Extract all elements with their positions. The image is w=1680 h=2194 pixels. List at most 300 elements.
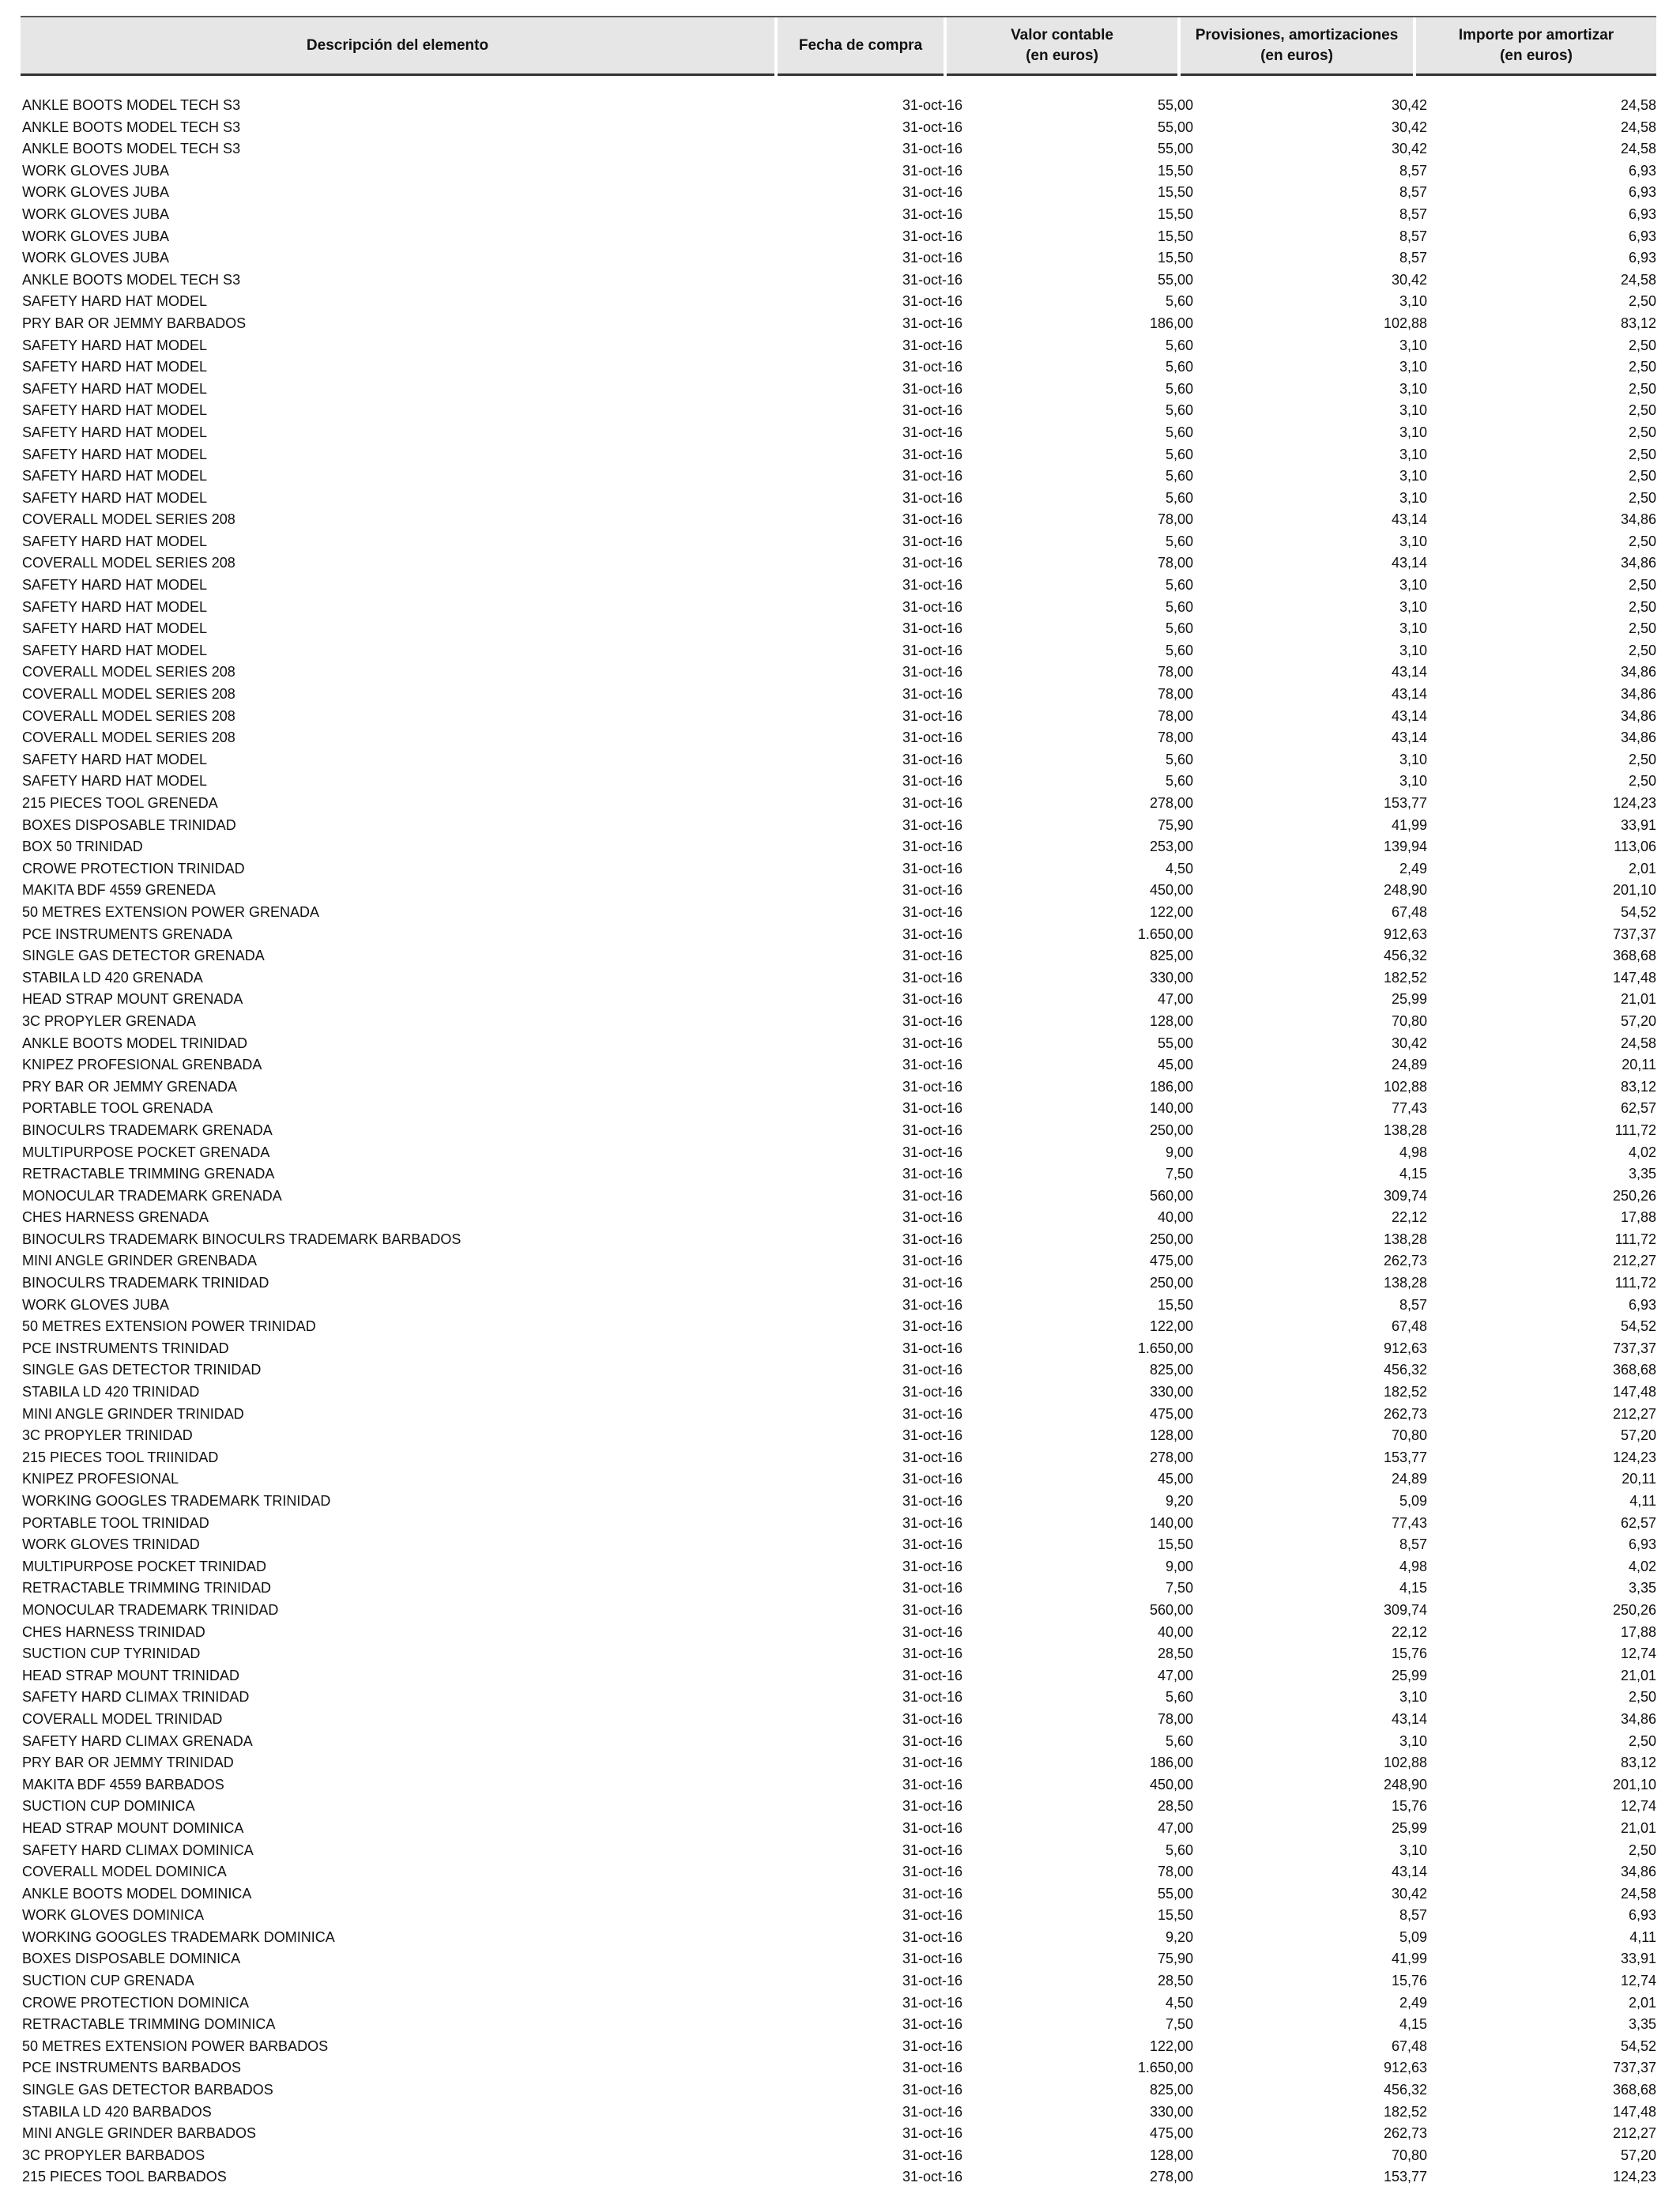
cell-pending-amount: 2,50 bbox=[1628, 577, 1656, 594]
cell-provisions: 30,42 bbox=[1391, 271, 1427, 288]
cell-purchase-date: 31-oct-16 bbox=[902, 751, 962, 767]
cell-description: ANKLE BOOTS MODEL TECH S3 bbox=[22, 119, 241, 135]
cell-provisions: 456,32 bbox=[1383, 948, 1427, 964]
cell-book-value: 78,00 bbox=[1157, 1864, 1193, 1880]
cell-purchase-date: 31-oct-16 bbox=[902, 1078, 962, 1095]
table-row bbox=[21, 1491, 1656, 1513]
cell-book-value: 5,60 bbox=[1165, 773, 1193, 790]
cell-book-value: 825,00 bbox=[1149, 1362, 1193, 1378]
cell-pending-amount: 24,58 bbox=[1620, 271, 1656, 288]
cell-description: MULTIPURPOSE POCKET GRENADA bbox=[22, 1144, 270, 1160]
cell-provisions: 8,57 bbox=[1399, 1296, 1427, 1313]
table-row bbox=[21, 1818, 1656, 1840]
cell-pending-amount: 24,58 bbox=[1620, 141, 1656, 157]
cell-purchase-date: 31-oct-16 bbox=[902, 1994, 962, 2011]
cell-description: ANKLE BOOTS MODEL TRINIDAD bbox=[22, 1035, 248, 1051]
cell-provisions: 25,99 bbox=[1391, 991, 1427, 1008]
cell-purchase-date: 31-oct-16 bbox=[902, 1689, 962, 1706]
cell-provisions: 30,42 bbox=[1391, 1035, 1427, 1051]
cell-purchase-date: 31-oct-16 bbox=[902, 511, 962, 528]
cell-book-value: 330,00 bbox=[1149, 969, 1193, 986]
cell-book-value: 45,00 bbox=[1157, 1057, 1193, 1073]
cell-provisions: 138,28 bbox=[1383, 1122, 1427, 1138]
cell-pending-amount: 212,27 bbox=[1612, 1405, 1656, 1422]
cell-book-value: 75,90 bbox=[1157, 1951, 1193, 1967]
cell-description: SAFETY HARD HAT MODEL bbox=[22, 446, 208, 462]
table-row bbox=[21, 618, 1656, 640]
cell-pending-amount: 54,52 bbox=[1620, 903, 1656, 920]
cell-book-value: 128,00 bbox=[1149, 1012, 1193, 1029]
cell-book-value: 47,00 bbox=[1157, 991, 1193, 1008]
table-row bbox=[21, 1622, 1656, 1644]
table-row bbox=[21, 247, 1656, 270]
cell-purchase-date: 31-oct-16 bbox=[902, 903, 962, 920]
cell-purchase-date: 31-oct-16 bbox=[902, 2147, 962, 2163]
cell-description: STABILA LD 420 GRENADA bbox=[22, 969, 203, 986]
cell-purchase-date: 31-oct-16 bbox=[902, 1928, 962, 1945]
cell-book-value: 4,50 bbox=[1165, 1994, 1193, 2011]
cell-purchase-date: 31-oct-16 bbox=[902, 315, 962, 331]
cell-description: SUCTION CUP GRENADA bbox=[22, 1973, 194, 1989]
cell-description: SAFETY HARD CLIMAX TRINIDAD bbox=[22, 1689, 250, 1706]
cell-book-value: 15,50 bbox=[1157, 228, 1193, 244]
cell-purchase-date: 31-oct-16 bbox=[902, 2038, 962, 2054]
cell-pending-amount: 4,11 bbox=[1629, 1928, 1656, 1945]
cell-purchase-date: 31-oct-16 bbox=[902, 729, 962, 746]
cell-description: CHES HARNESS TRINIDAD bbox=[22, 1623, 205, 1640]
cell-description: WORK GLOVES JUBA bbox=[22, 1296, 170, 1313]
table-row bbox=[21, 858, 1656, 880]
cell-description: BINOCULRS TRADEMARK GRENADA bbox=[22, 1122, 273, 1138]
cell-description: MONOCULAR TRADEMARK TRINIDAD bbox=[22, 1601, 279, 1618]
table-row bbox=[21, 270, 1656, 292]
table-row bbox=[21, 1120, 1656, 1142]
cell-description: COVERALL MODEL DOMINICA bbox=[22, 1864, 227, 1880]
cell-provisions: 3,10 bbox=[1399, 773, 1427, 790]
cell-pending-amount: 34,86 bbox=[1620, 686, 1656, 703]
cell-description: KNIPEZ PROFESIONAL bbox=[22, 1471, 179, 1487]
cell-book-value: 5,60 bbox=[1165, 402, 1193, 419]
cell-purchase-date: 31-oct-16 bbox=[902, 577, 962, 594]
cell-book-value: 9,00 bbox=[1165, 1144, 1193, 1160]
cell-book-value: 15,50 bbox=[1157, 250, 1193, 266]
cell-book-value: 78,00 bbox=[1157, 707, 1193, 724]
cell-provisions: 8,57 bbox=[1399, 205, 1427, 222]
table-row bbox=[21, 1927, 1656, 1949]
cell-book-value: 250,00 bbox=[1149, 1231, 1193, 1247]
table-row bbox=[21, 1163, 1656, 1186]
cell-description: SUCTION CUP DOMINICA bbox=[22, 1798, 195, 1815]
cell-book-value: 475,00 bbox=[1149, 1253, 1193, 1269]
cell-description: BOXES DISPOSABLE DOMINICA bbox=[22, 1951, 241, 1967]
cell-description: WORKING GOOGLES TRADEMARK TRINIDAD bbox=[22, 1493, 331, 1509]
cell-description: COVERALL MODEL SERIES 208 bbox=[22, 511, 235, 528]
cell-provisions: 248,90 bbox=[1383, 882, 1427, 899]
cell-purchase-date: 31-oct-16 bbox=[902, 1187, 962, 1204]
cell-description: SAFETY HARD CLIMAX DOMINICA bbox=[22, 1842, 254, 1858]
cell-provisions: 3,10 bbox=[1399, 293, 1427, 310]
cell-book-value: 122,00 bbox=[1149, 1318, 1193, 1335]
table-row bbox=[21, 509, 1656, 531]
table-row bbox=[21, 706, 1656, 728]
table-row bbox=[21, 1098, 1656, 1120]
cell-book-value: 5,60 bbox=[1165, 380, 1193, 397]
table-row bbox=[21, 160, 1656, 183]
cell-pending-amount: 737,37 bbox=[1612, 2060, 1656, 2076]
cell-provisions: 70,80 bbox=[1391, 1427, 1427, 1444]
cell-pending-amount: 111,72 bbox=[1614, 1275, 1656, 1291]
table-row bbox=[21, 444, 1656, 466]
table-row bbox=[21, 1359, 1656, 1382]
cell-description: WORK GLOVES JUBA bbox=[22, 250, 170, 266]
cell-purchase-date: 31-oct-16 bbox=[902, 1558, 962, 1574]
cell-provisions: 3,10 bbox=[1399, 359, 1427, 375]
cell-description: PORTABLE TOOL TRINIDAD bbox=[22, 1514, 209, 1531]
cell-purchase-date: 31-oct-16 bbox=[902, 1907, 962, 1924]
cell-purchase-date: 31-oct-16 bbox=[902, 1427, 962, 1444]
table-row bbox=[21, 95, 1656, 117]
cell-book-value: 5,60 bbox=[1165, 489, 1193, 506]
cell-purchase-date: 31-oct-16 bbox=[902, 839, 962, 855]
cell-purchase-date: 31-oct-16 bbox=[902, 1842, 962, 1858]
cell-book-value: 5,60 bbox=[1165, 1732, 1193, 1749]
table-row bbox=[21, 793, 1656, 815]
cell-book-value: 5,60 bbox=[1165, 533, 1193, 549]
cell-provisions: 5,09 bbox=[1399, 1493, 1427, 1509]
cell-provisions: 3,10 bbox=[1399, 1689, 1427, 1706]
table-row bbox=[21, 356, 1656, 379]
cell-pending-amount: 4,11 bbox=[1629, 1493, 1656, 1509]
cell-book-value: 7,50 bbox=[1165, 1580, 1193, 1596]
table-row bbox=[21, 2014, 1656, 2036]
cell-pending-amount: 201,10 bbox=[1612, 882, 1656, 899]
cell-pending-amount: 2,50 bbox=[1628, 489, 1656, 506]
table-row bbox=[21, 1404, 1656, 1426]
cell-description: SAFETY HARD HAT MODEL bbox=[22, 577, 208, 594]
cell-pending-amount: 62,57 bbox=[1620, 1100, 1656, 1117]
cell-pending-amount: 17,88 bbox=[1620, 1209, 1656, 1226]
cell-description: MINI ANGLE GRINDER BARBADOS bbox=[22, 2125, 257, 2142]
cell-purchase-date: 31-oct-16 bbox=[902, 1296, 962, 1313]
cell-pending-amount: 2,50 bbox=[1628, 642, 1656, 658]
table-row bbox=[21, 552, 1656, 575]
cell-purchase-date: 31-oct-16 bbox=[902, 707, 962, 724]
cell-provisions: 43,14 bbox=[1391, 664, 1427, 680]
cell-provisions: 182,52 bbox=[1383, 969, 1427, 986]
table-row bbox=[21, 1643, 1656, 1665]
cell-book-value: 5,60 bbox=[1165, 468, 1193, 484]
cell-book-value: 253,00 bbox=[1149, 839, 1193, 855]
cell-purchase-date: 31-oct-16 bbox=[902, 1646, 962, 1662]
cell-pending-amount: 34,86 bbox=[1620, 729, 1656, 746]
table-row bbox=[21, 1970, 1656, 1992]
cell-provisions: 153,77 bbox=[1383, 2169, 1427, 2185]
cell-provisions: 102,88 bbox=[1383, 315, 1427, 331]
cell-description: SUCTION CUP TYRINIDAD bbox=[22, 1646, 201, 1662]
cell-provisions: 30,42 bbox=[1391, 141, 1427, 157]
table-row bbox=[21, 531, 1656, 553]
cell-purchase-date: 31-oct-16 bbox=[902, 402, 962, 419]
cell-pending-amount: 147,48 bbox=[1612, 969, 1656, 986]
cell-description: ANKLE BOOTS MODEL DOMINICA bbox=[22, 1885, 252, 1902]
cell-pending-amount: 124,23 bbox=[1612, 795, 1656, 811]
cell-purchase-date: 31-oct-16 bbox=[902, 2169, 962, 2185]
cell-description: ANKLE BOOTS MODEL TECH S3 bbox=[22, 97, 241, 113]
cell-book-value: 5,60 bbox=[1165, 642, 1193, 658]
table-row bbox=[21, 1468, 1656, 1491]
table-row bbox=[21, 1948, 1656, 1970]
table-row bbox=[21, 2102, 1656, 2124]
cell-book-value: 1.650,00 bbox=[1137, 2060, 1193, 2076]
cell-pending-amount: 12,74 bbox=[1620, 1973, 1656, 1989]
cell-description: KNIPEZ PROFESIONAL GRENBADA bbox=[22, 1057, 262, 1073]
cell-pending-amount: 83,12 bbox=[1620, 315, 1656, 331]
cell-book-value: 1.650,00 bbox=[1137, 1340, 1193, 1356]
cell-provisions: 912,63 bbox=[1383, 1340, 1427, 1356]
cell-purchase-date: 31-oct-16 bbox=[902, 1973, 962, 1989]
cell-book-value: 450,00 bbox=[1149, 1776, 1193, 1793]
table-row bbox=[21, 1142, 1656, 1164]
cell-description: SAFETY HARD HAT MODEL bbox=[22, 402, 208, 419]
cell-purchase-date: 31-oct-16 bbox=[902, 598, 962, 615]
cell-book-value: 78,00 bbox=[1157, 555, 1193, 571]
cell-book-value: 140,00 bbox=[1149, 1514, 1193, 1531]
cell-pending-amount: 20,11 bbox=[1622, 1057, 1656, 1073]
cell-pending-amount: 2,50 bbox=[1628, 424, 1656, 440]
cell-pending-amount: 250,26 bbox=[1612, 1187, 1656, 1204]
cell-purchase-date: 31-oct-16 bbox=[902, 642, 962, 658]
cell-purchase-date: 31-oct-16 bbox=[902, 533, 962, 549]
table-row bbox=[21, 727, 1656, 749]
table-row bbox=[21, 1076, 1656, 1099]
cell-book-value: 560,00 bbox=[1149, 1187, 1193, 1204]
cell-purchase-date: 31-oct-16 bbox=[902, 1384, 962, 1400]
cell-book-value: 45,00 bbox=[1157, 1471, 1193, 1487]
cell-pending-amount: 368,68 bbox=[1612, 2082, 1656, 2098]
cell-description: CHES HARNESS GRENADA bbox=[22, 1209, 209, 1226]
table-row bbox=[21, 138, 1656, 160]
cell-purchase-date: 31-oct-16 bbox=[902, 1318, 962, 1335]
cell-provisions: 67,48 bbox=[1391, 1318, 1427, 1335]
cell-purchase-date: 31-oct-16 bbox=[902, 141, 962, 157]
cell-pending-amount: 21,01 bbox=[1620, 1819, 1656, 1836]
cell-provisions: 262,73 bbox=[1383, 2125, 1427, 2142]
cell-pending-amount: 6,93 bbox=[1628, 162, 1656, 179]
cell-pending-amount: 250,26 bbox=[1612, 1601, 1656, 1618]
cell-provisions: 43,14 bbox=[1391, 511, 1427, 528]
cell-provisions: 8,57 bbox=[1399, 228, 1427, 244]
table-row bbox=[21, 1796, 1656, 1818]
table-row bbox=[21, 1186, 1656, 1208]
cell-pending-amount: 6,93 bbox=[1628, 184, 1656, 201]
cell-provisions: 102,88 bbox=[1383, 1755, 1427, 1771]
cell-provisions: 3,10 bbox=[1399, 642, 1427, 658]
cell-book-value: 560,00 bbox=[1149, 1601, 1193, 1618]
cell-book-value: 9,20 bbox=[1165, 1493, 1193, 1509]
cell-purchase-date: 31-oct-16 bbox=[902, 1710, 962, 1727]
cell-pending-amount: 6,93 bbox=[1628, 1296, 1656, 1313]
cell-book-value: 5,60 bbox=[1165, 1842, 1193, 1858]
table-row bbox=[21, 313, 1656, 335]
cell-description: PCE INSTRUMENTS BARBADOS bbox=[22, 2060, 242, 2076]
table-row bbox=[21, 2057, 1656, 2079]
cell-book-value: 15,50 bbox=[1157, 1907, 1193, 1924]
cell-description: 3C PROPYLER GRENADA bbox=[22, 1012, 197, 1029]
table-row bbox=[21, 2036, 1656, 2058]
cell-purchase-date: 31-oct-16 bbox=[902, 1601, 962, 1618]
cell-book-value: 140,00 bbox=[1149, 1100, 1193, 1117]
cell-provisions: 24,89 bbox=[1391, 1471, 1427, 1487]
cell-purchase-date: 31-oct-16 bbox=[902, 1405, 962, 1422]
cell-provisions: 5,09 bbox=[1399, 1928, 1427, 1945]
cell-pending-amount: 111,72 bbox=[1614, 1122, 1656, 1138]
table-row bbox=[21, 880, 1656, 902]
table-row bbox=[21, 466, 1656, 488]
cell-book-value: 128,00 bbox=[1149, 2147, 1193, 2163]
cell-provisions: 4,15 bbox=[1399, 1166, 1427, 1182]
cell-purchase-date: 31-oct-16 bbox=[902, 359, 962, 375]
cell-purchase-date: 31-oct-16 bbox=[902, 1798, 962, 1815]
cell-purchase-date: 31-oct-16 bbox=[902, 2016, 962, 2033]
table-row bbox=[21, 1338, 1656, 1360]
table-row bbox=[21, 1774, 1656, 1796]
cell-provisions: 102,88 bbox=[1383, 1078, 1427, 1095]
cell-book-value: 475,00 bbox=[1149, 1405, 1193, 1422]
table-row bbox=[21, 1447, 1656, 1469]
cell-purchase-date: 31-oct-16 bbox=[902, 1885, 962, 1902]
cell-pending-amount: 212,27 bbox=[1612, 2125, 1656, 2142]
cell-book-value: 15,50 bbox=[1157, 162, 1193, 179]
cell-book-value: 122,00 bbox=[1149, 903, 1193, 920]
cell-purchase-date: 31-oct-16 bbox=[902, 1667, 962, 1683]
cell-book-value: 15,50 bbox=[1157, 205, 1193, 222]
cell-pending-amount: 2,01 bbox=[1628, 860, 1656, 876]
cell-book-value: 330,00 bbox=[1149, 2103, 1193, 2120]
cell-purchase-date: 31-oct-16 bbox=[902, 205, 962, 222]
cell-pending-amount: 3,35 bbox=[1628, 1166, 1656, 1182]
table-row bbox=[21, 1229, 1656, 1251]
cell-purchase-date: 31-oct-16 bbox=[902, 1100, 962, 1117]
cell-book-value: 5,60 bbox=[1165, 293, 1193, 310]
cell-pending-amount: 3,35 bbox=[1628, 1580, 1656, 1596]
cell-book-value: 128,00 bbox=[1149, 1427, 1193, 1444]
cell-pending-amount: 83,12 bbox=[1620, 1078, 1656, 1095]
cell-book-value: 5,60 bbox=[1165, 577, 1193, 594]
cell-description: SINGLE GAS DETECTOR GRENADA bbox=[22, 948, 265, 964]
cell-provisions: 3,10 bbox=[1399, 1732, 1427, 1749]
header-book-value: Valor contable (en euros) bbox=[947, 17, 1177, 76]
cell-description: 50 METRES EXTENSION POWER BARBADOS bbox=[22, 2038, 329, 2054]
cell-description: SAFETY HARD HAT MODEL bbox=[22, 489, 208, 506]
cell-pending-amount: 124,23 bbox=[1612, 2169, 1656, 2185]
table-row bbox=[21, 1054, 1656, 1076]
cell-description: RETRACTABLE TRIMMING TRINIDAD bbox=[22, 1580, 272, 1596]
cell-description: PRY BAR OR JEMMY GRENADA bbox=[22, 1078, 238, 1095]
table-row bbox=[21, 989, 1656, 1011]
cell-purchase-date: 31-oct-16 bbox=[902, 948, 962, 964]
cell-purchase-date: 31-oct-16 bbox=[902, 1122, 962, 1138]
cell-description: SAFETY HARD HAT MODEL bbox=[22, 751, 208, 767]
cell-provisions: 262,73 bbox=[1383, 1253, 1427, 1269]
cell-description: WORK GLOVES JUBA bbox=[22, 205, 170, 222]
cell-provisions: 4,98 bbox=[1399, 1558, 1427, 1574]
header-description: Descripción del elemento bbox=[21, 17, 774, 76]
table-row bbox=[21, 2079, 1656, 2102]
cell-purchase-date: 31-oct-16 bbox=[902, 1514, 962, 1531]
cell-description: STABILA LD 420 TRINIDAD bbox=[22, 1384, 200, 1400]
cell-pending-amount: 2,50 bbox=[1628, 446, 1656, 462]
cell-pending-amount: 6,93 bbox=[1628, 228, 1656, 244]
table-row bbox=[21, 2123, 1656, 2145]
table-row bbox=[21, 1905, 1656, 1927]
cell-pending-amount: 21,01 bbox=[1620, 991, 1656, 1008]
cell-description: WORK GLOVES JUBA bbox=[22, 184, 170, 201]
cell-purchase-date: 31-oct-16 bbox=[902, 1755, 962, 1771]
cell-pending-amount: 2,50 bbox=[1628, 1689, 1656, 1706]
table-row bbox=[21, 182, 1656, 204]
cell-purchase-date: 31-oct-16 bbox=[902, 119, 962, 135]
cell-pending-amount: 2,50 bbox=[1628, 402, 1656, 419]
table-row bbox=[21, 662, 1656, 684]
cell-purchase-date: 31-oct-16 bbox=[902, 489, 962, 506]
cell-description: 215 PIECES TOOL TRIINIDAD bbox=[22, 1449, 219, 1465]
cell-purchase-date: 31-oct-16 bbox=[902, 1580, 962, 1596]
cell-pending-amount: 24,58 bbox=[1620, 1885, 1656, 1902]
cell-provisions: 3,10 bbox=[1399, 424, 1427, 440]
cell-description: COVERALL MODEL SERIES 208 bbox=[22, 664, 235, 680]
cell-pending-amount: 54,52 bbox=[1620, 1318, 1656, 1335]
cell-provisions: 3,10 bbox=[1399, 402, 1427, 419]
cell-purchase-date: 31-oct-16 bbox=[902, 1253, 962, 1269]
cell-pending-amount: 57,20 bbox=[1620, 2147, 1656, 2163]
table-row bbox=[21, 684, 1656, 706]
cell-description: PRY BAR OR JEMMY TRINIDAD bbox=[22, 1755, 234, 1771]
cell-description: COVERALL MODEL TRINIDAD bbox=[22, 1710, 223, 1727]
asset-table bbox=[21, 16, 1656, 2188]
cell-description: BINOCULRS TRADEMARK BINOCULRS TRADEMARK BARBADOS bbox=[22, 1231, 461, 1247]
cell-provisions: 43,14 bbox=[1391, 729, 1427, 746]
cell-provisions: 67,48 bbox=[1391, 2038, 1427, 2054]
cell-book-value: 475,00 bbox=[1149, 2125, 1193, 2142]
cell-pending-amount: 12,74 bbox=[1620, 1646, 1656, 1662]
cell-book-value: 9,00 bbox=[1165, 1558, 1193, 1574]
cell-purchase-date: 31-oct-16 bbox=[902, 1732, 962, 1749]
table-row bbox=[21, 945, 1656, 967]
table-row bbox=[21, 1250, 1656, 1272]
cell-provisions: 456,32 bbox=[1383, 1362, 1427, 1378]
cell-description: WORKING GOOGLES TRADEMARK DOMINICA bbox=[22, 1928, 335, 1945]
cell-book-value: 55,00 bbox=[1157, 141, 1193, 157]
cell-purchase-date: 31-oct-16 bbox=[902, 468, 962, 484]
cell-book-value: 250,00 bbox=[1149, 1275, 1193, 1291]
cell-description: 215 PIECES TOOL GRENEDA bbox=[22, 795, 218, 811]
cell-provisions: 43,14 bbox=[1391, 555, 1427, 571]
cell-book-value: 55,00 bbox=[1157, 97, 1193, 113]
cell-purchase-date: 31-oct-16 bbox=[902, 97, 962, 113]
table-row bbox=[21, 1295, 1656, 1317]
cell-pending-amount: 4,02 bbox=[1628, 1558, 1656, 1574]
cell-provisions: 43,14 bbox=[1391, 707, 1427, 724]
cell-pending-amount: 2,50 bbox=[1628, 1732, 1656, 1749]
cell-purchase-date: 31-oct-16 bbox=[902, 1275, 962, 1291]
cell-pending-amount: 737,37 bbox=[1612, 925, 1656, 942]
cell-book-value: 186,00 bbox=[1149, 315, 1193, 331]
cell-book-value: 55,00 bbox=[1157, 1885, 1193, 1902]
cell-pending-amount: 6,93 bbox=[1628, 1907, 1656, 1924]
cell-purchase-date: 31-oct-16 bbox=[902, 773, 962, 790]
cell-pending-amount: 20,11 bbox=[1622, 1471, 1656, 1487]
cell-book-value: 15,50 bbox=[1157, 184, 1193, 201]
